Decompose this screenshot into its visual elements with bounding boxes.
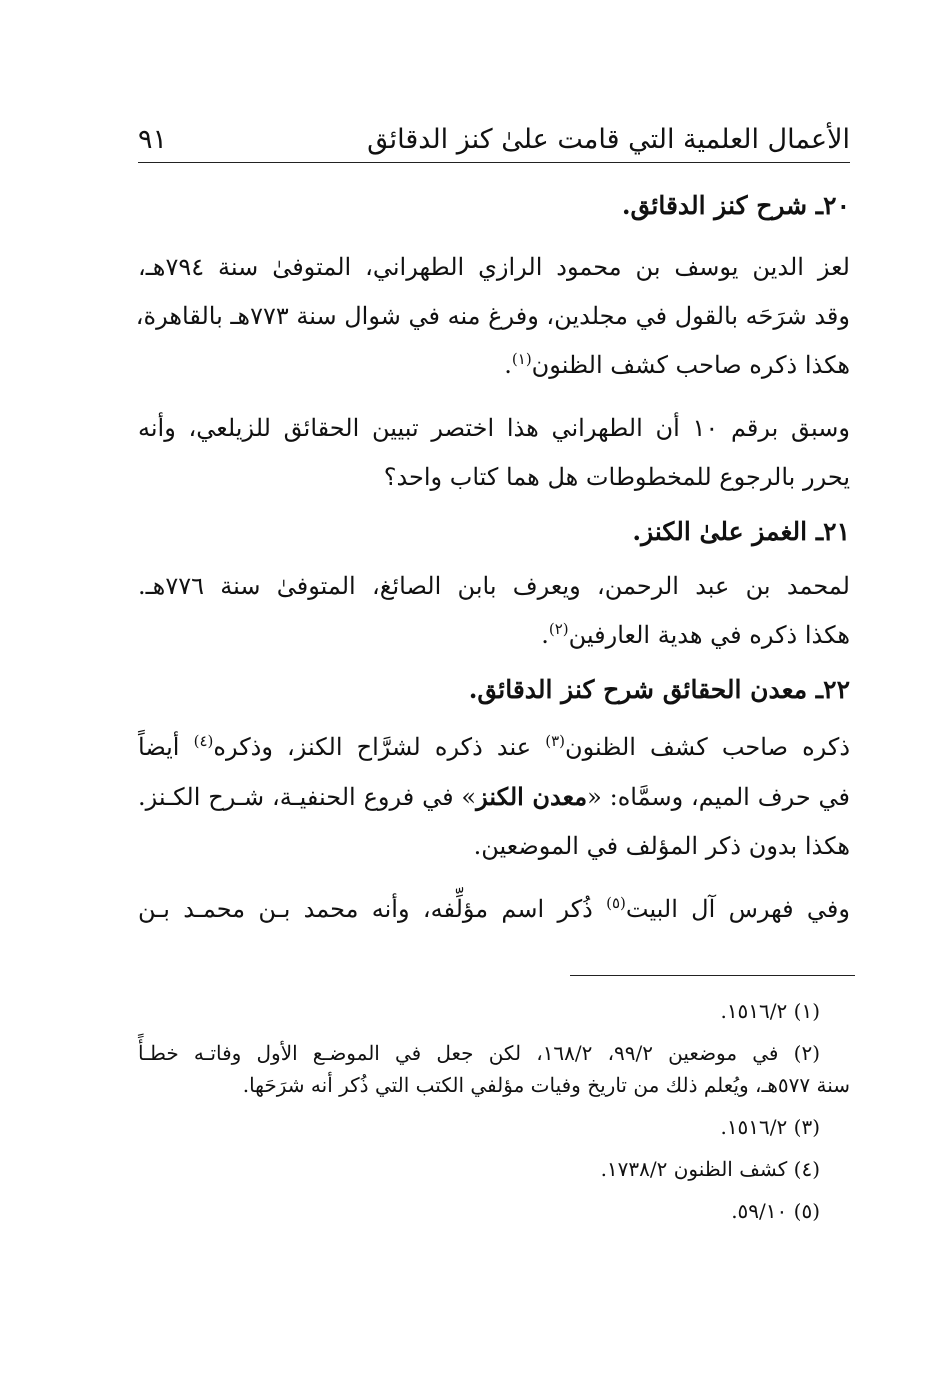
footnote-ref-1[interactable]: (١) bbox=[511, 349, 532, 368]
footnote-1 bbox=[138, 995, 850, 1027]
entry-20-paragraph-1 bbox=[135, 243, 850, 390]
paragraph-line bbox=[138, 611, 850, 660]
paragraph-text: أيضاً bbox=[138, 732, 194, 761]
paragraph-text: عند ذكره لشرَّاح الكنز، وذكره bbox=[213, 732, 546, 761]
entry-heading-20: ٢٠ـ شرح كنز الدقائق. bbox=[621, 191, 850, 220]
entry-21-paragraph-1 bbox=[138, 562, 850, 660]
paragraph-line bbox=[138, 341, 850, 390]
entry-20-paragraph-2 bbox=[138, 404, 850, 502]
running-header-title: الأعمال العلمية التي قامت علىٰ كنز الدقائق bbox=[367, 123, 850, 155]
paragraph-text: ذُكر اسم مؤلِّفه، وأنه محمد بـن محمـد بـن bbox=[138, 894, 607, 923]
footnotes bbox=[138, 995, 850, 1227]
footnote-line: (٥) ٥٩/١٠. bbox=[731, 1199, 820, 1223]
paragraph-text: . bbox=[541, 621, 549, 649]
footnote-line: (١) ١٥١٦/٢. bbox=[720, 999, 820, 1023]
page-number: ٩١ bbox=[138, 123, 168, 155]
footnote-4 bbox=[138, 1153, 850, 1185]
paragraph-text: هكذا ذكره في هدية العارفين bbox=[568, 621, 850, 649]
paragraph-line: وقد شرَحَه بالقول في مجلدين، وفرغ منه في شوال سنة ٧٧٣هـ بالقاهرة، bbox=[135, 301, 850, 330]
body-text bbox=[135, 190, 851, 934]
paragraph-text: في حرف الميم، وسمَّاه: « bbox=[587, 782, 850, 811]
paragraph-text: هكذا ذكره صاحب كشف الظنون bbox=[531, 350, 850, 379]
paragraph-line: لمحمد بن عبد الرحمن، ويعرف بابن الصائغ، المتوفىٰ سنة ٧٧٦هـ. bbox=[138, 572, 850, 600]
paragraph-text: » في فروع الحنفيـة، شـرح الكـنز. bbox=[138, 782, 477, 811]
entry-22-paragraph-1 bbox=[138, 723, 850, 871]
footnote-ref-2[interactable]: (٢) bbox=[548, 620, 569, 638]
footnote-ref-3[interactable]: (٣) bbox=[545, 731, 565, 750]
footnote-line: (٣) ١٥١٦/٢. bbox=[720, 1115, 820, 1139]
footnote-line: سنة ٥٧٧هـ، ويُعلم ذلك من تاريخ وفيات مؤلفي الكتب التي ذُكر أنه شرَحَها. bbox=[242, 1073, 850, 1097]
footnote-ref-5[interactable]: (٥) bbox=[606, 893, 626, 912]
paragraph-line bbox=[138, 885, 850, 934]
entry-heading-22: ٢٢ـ معدن الحقائق شرح كنز الدقائق. bbox=[468, 675, 850, 704]
paragraph-line: لعز الدين يوسف بن محمود الرازي الطهراني، المتوفىٰ سنة ٧٩٤هـ، bbox=[138, 252, 850, 281]
footnote-3 bbox=[138, 1111, 850, 1143]
entry-heading-21: ٢١ـ الغمز علىٰ الكنز. bbox=[632, 516, 850, 546]
footnote-5 bbox=[138, 1195, 850, 1227]
paragraph-text: وفي فهرس آل البيت bbox=[625, 894, 850, 923]
footnote-2 bbox=[138, 1037, 850, 1101]
paragraph-line bbox=[138, 772, 850, 822]
paragraph-text: . bbox=[504, 350, 512, 379]
paragraph-line: وسبق برقم ١٠ أن الطهراني هذا اختصر تبيين الحقائق للزيلعي، وأنه bbox=[138, 413, 850, 442]
footnote-ref-4[interactable]: (٤) bbox=[193, 731, 214, 750]
paragraph-line: هكذا بدون ذكر المؤلف في الموضعين. bbox=[473, 831, 850, 860]
running-header bbox=[138, 112, 850, 163]
paragraph-line bbox=[138, 723, 850, 772]
entry-22-paragraph-2 bbox=[138, 885, 850, 934]
paragraph-text: ذكره صاحب كشف الظنون bbox=[565, 732, 851, 761]
paragraph-line: يحرر بالرجوع للمخطوطات هل هما كتاب واحد؟ bbox=[383, 462, 850, 491]
book-title-bold: معدن الكنز bbox=[476, 781, 588, 811]
footnote-separator bbox=[570, 975, 855, 976]
footnote-line: (٢) في موضعين ٩٩/٢، ١٦٨/٢، لكن جعل في الموضـع الأول وفاتـه خطـأً bbox=[138, 1041, 821, 1065]
footnote-line: (٤) كشف الظنون ١٧٣٨/٢. bbox=[600, 1157, 820, 1181]
